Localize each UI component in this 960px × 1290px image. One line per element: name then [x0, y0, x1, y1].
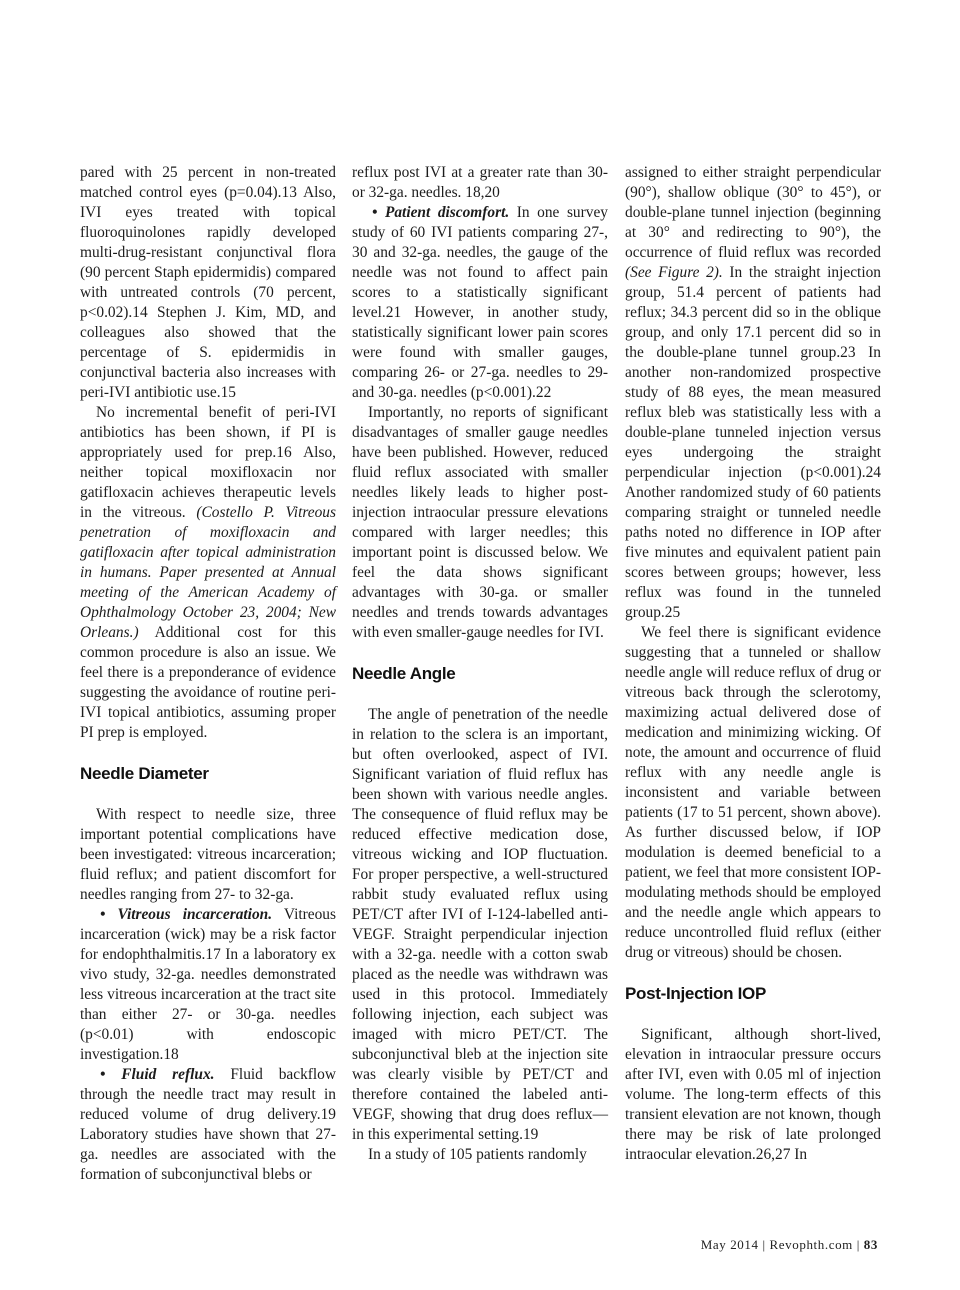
paragraph: In a study of 105 patients randomly: [368, 1146, 587, 1163]
paragraph-text: No incremental benefit of peri-IVI antibiotics has been shown, if PI is appropriately used for prep.16 Also, neither topical moxifloxacin nor gatifloxacin achieves therapeutic levels in the vitreous.: [80, 404, 336, 521]
page-number: 83: [863, 1237, 878, 1252]
paragraph: pared with 25 percent in non-treated matched control eyes (p=0.04).13 Also, IVI eyes treated with topical fluoroquinolones rapidly developed multi-drug-resistant conjunctival flora (90 percent Staph epidermidis) compared with untreated controls (70 percent, p<0.02).14 Stephen J. Kim, MD, and colleagues also showed that the percentage of S. epidermidis in conjunctival bacteria also increases with peri-IVI antibiotic use.15: [80, 164, 336, 401]
paragraph-text: In the straight injection group, 51.4 percent of patients had reflux; 34.3 percent did so in the oblique group, and only 17.1 percent did so in the double-plane tunnel group.23 In another non-randomized prospective study of 88 eyes, the mean measured reflux bleb was statistically less with a double-plane tunneled injection versus eyes undergoing the straight perpendicular injection (p<0.001).24 Another randomized study of 60 patients comparing straight or tunneled needle paths noted no difference in IOP after five minutes and equivalent patient pain scores between groups; however, less reflux was found in the tunneled group.25: [625, 264, 881, 621]
bullet-paragraph: [352, 203, 608, 403]
footer-text: May 2014 | Revophth.com |: [700, 1237, 860, 1252]
column-3: [625, 163, 881, 1165]
bullet-label: • Vitreous incarceration.: [100, 906, 273, 923]
page-footer: [701, 1237, 878, 1253]
bullet-paragraph: [80, 905, 336, 1065]
column-1: [80, 163, 336, 1185]
paragraph: We feel there is significant evidence suggesting that a tunneled or shallow needle angle will reduce reflux of drug or vitreous back through the sclerotomy, maximizing actual delivered dose of medication and minimizing wicking. Of note, the amount and occurrence of fluid reflux with any needle angle is inconsistent and variable between patients (17 to 51 percent, shown above). As further discussed below, if IOP modulation is deemed beneficial to a patient, we feel that more consistent IOP-modulating methods should be employed and the needle angle which appears to reduce uncontrolled fluid reflux (either drug or vitreous) should be chosen.: [625, 624, 882, 961]
bullet-paragraph: [80, 1065, 336, 1185]
section-heading: Needle Diameter: [80, 764, 209, 783]
citation-italic: (Costello P. Vitreous penetration of moxifloxacin and gatifloxacin after topical administration in humans. Paper presented at Annual meeting of the American Academy of Ophthalmology October 23, 2004; New Orleans.): [80, 504, 336, 641]
paragraph: reflux post IVI at a greater rate than 30- or 32-ga. needles. 18,20: [352, 164, 608, 201]
paragraph: Significant, although short-lived, elevation in intraocular pressure occurs after IVI, even with 0.05 ml of injection volume. The long-term effects of this transient elevation are not known, though there may be risk of late prolonged intraocular elevation.26,27 In: [625, 1026, 881, 1163]
figure-reference: (See Figure 2).: [625, 264, 723, 281]
paragraph: With respect to needle size, three important potential complications have been investigated: vitreous incarceration; fluid reflux; and patient discomfort for needles ranging from 27- to 32-ga.: [80, 806, 336, 903]
bullet-text: Fluid backflow through the needle tract may result in reduced volume of drug delivery.19 Laboratory studies have shown that 27-ga. needles are associated with the formation of subconjunctival blebs or: [80, 1066, 336, 1183]
paragraph-text: assigned to either straight perpendicular (90°), shallow oblique (30° to 45°), or double-plane tunnel injection (beginning at 30° and redirecting to 90°), the occurrence of fluid reflux was recorded: [625, 164, 881, 261]
paragraph: The angle of penetration of the needle in relation to the sclera is an important, but often overlooked, aspect of IVI. Significant variation of fluid reflux has been shown with various needle angles. The consequence of fluid reflux may be reduced effective medication dose, vitreous wicking and IOP fluctuation. For proper perspective, a well-structured rabbit study evaluated reflux using PET/CT after IVI of I-124-labelled anti-VEGF. Straight perpendicular injection with a 32-ga. needle with a cotton swab placed as the needle was withdrawn was used in this protocol. Immediately following injection, each subject was imaged with micro PET/CT. The subconjunctival bleb at the injection site was clearly visible by PET/CT and therefore contained the labeled anti-VEGF, showing that drug does reflux—in this experimental setting.19: [352, 706, 608, 1143]
bullet-label: • Fluid reflux.: [100, 1066, 215, 1083]
section-heading: Needle Angle: [352, 664, 456, 683]
bullet-text: In one survey study of 60 IVI patients comparing 27-, 30 and 32-ga. needles, the gauge of the needle was not found to affect pain scores to a statistically significant level.21 However, in another study, statistically significant lower pain scores were found with smaller gauges, comparing 26- or 27-ga. needles to 29- and 30-ga. needles (p<0.001).22: [352, 204, 608, 401]
paragraph: Importantly, no reports of significant disadvantages of smaller gauge needles have been published. However, reduced fluid reflux associated with smaller needles likely leads to higher post-injection intraocular pressure elevations compared with larger needles; this important point is discussed below. We feel the data shows significant advantages with 30-ga. or smaller needles and trends towards advantages with even smaller-gauge needles for IVI.: [352, 404, 608, 641]
paragraph-text: Additional cost for this common procedure is also an issue. We feel there is a preponderance of evidence suggesting the avoidance of routine peri-IVI topical antibiotics, assuming proper PI prep is employed.: [80, 624, 336, 741]
section-heading: Post-Injection IOP: [625, 984, 767, 1003]
paragraph: [80, 403, 336, 743]
bullet-label: • Patient discomfort.: [372, 204, 510, 221]
bullet-text: Vitreous incarceration (wick) may be a risk factor for endophthalmitis.17 In a laboratory ex vivo study, 32-ga. needles demonstrated less vitreous incarceration at the tract site than either 27- or 30-ga. needles (p<0.01) with endoscopic investigation.18: [80, 906, 336, 1063]
column-2: [352, 163, 608, 1165]
paragraph: [625, 163, 881, 623]
